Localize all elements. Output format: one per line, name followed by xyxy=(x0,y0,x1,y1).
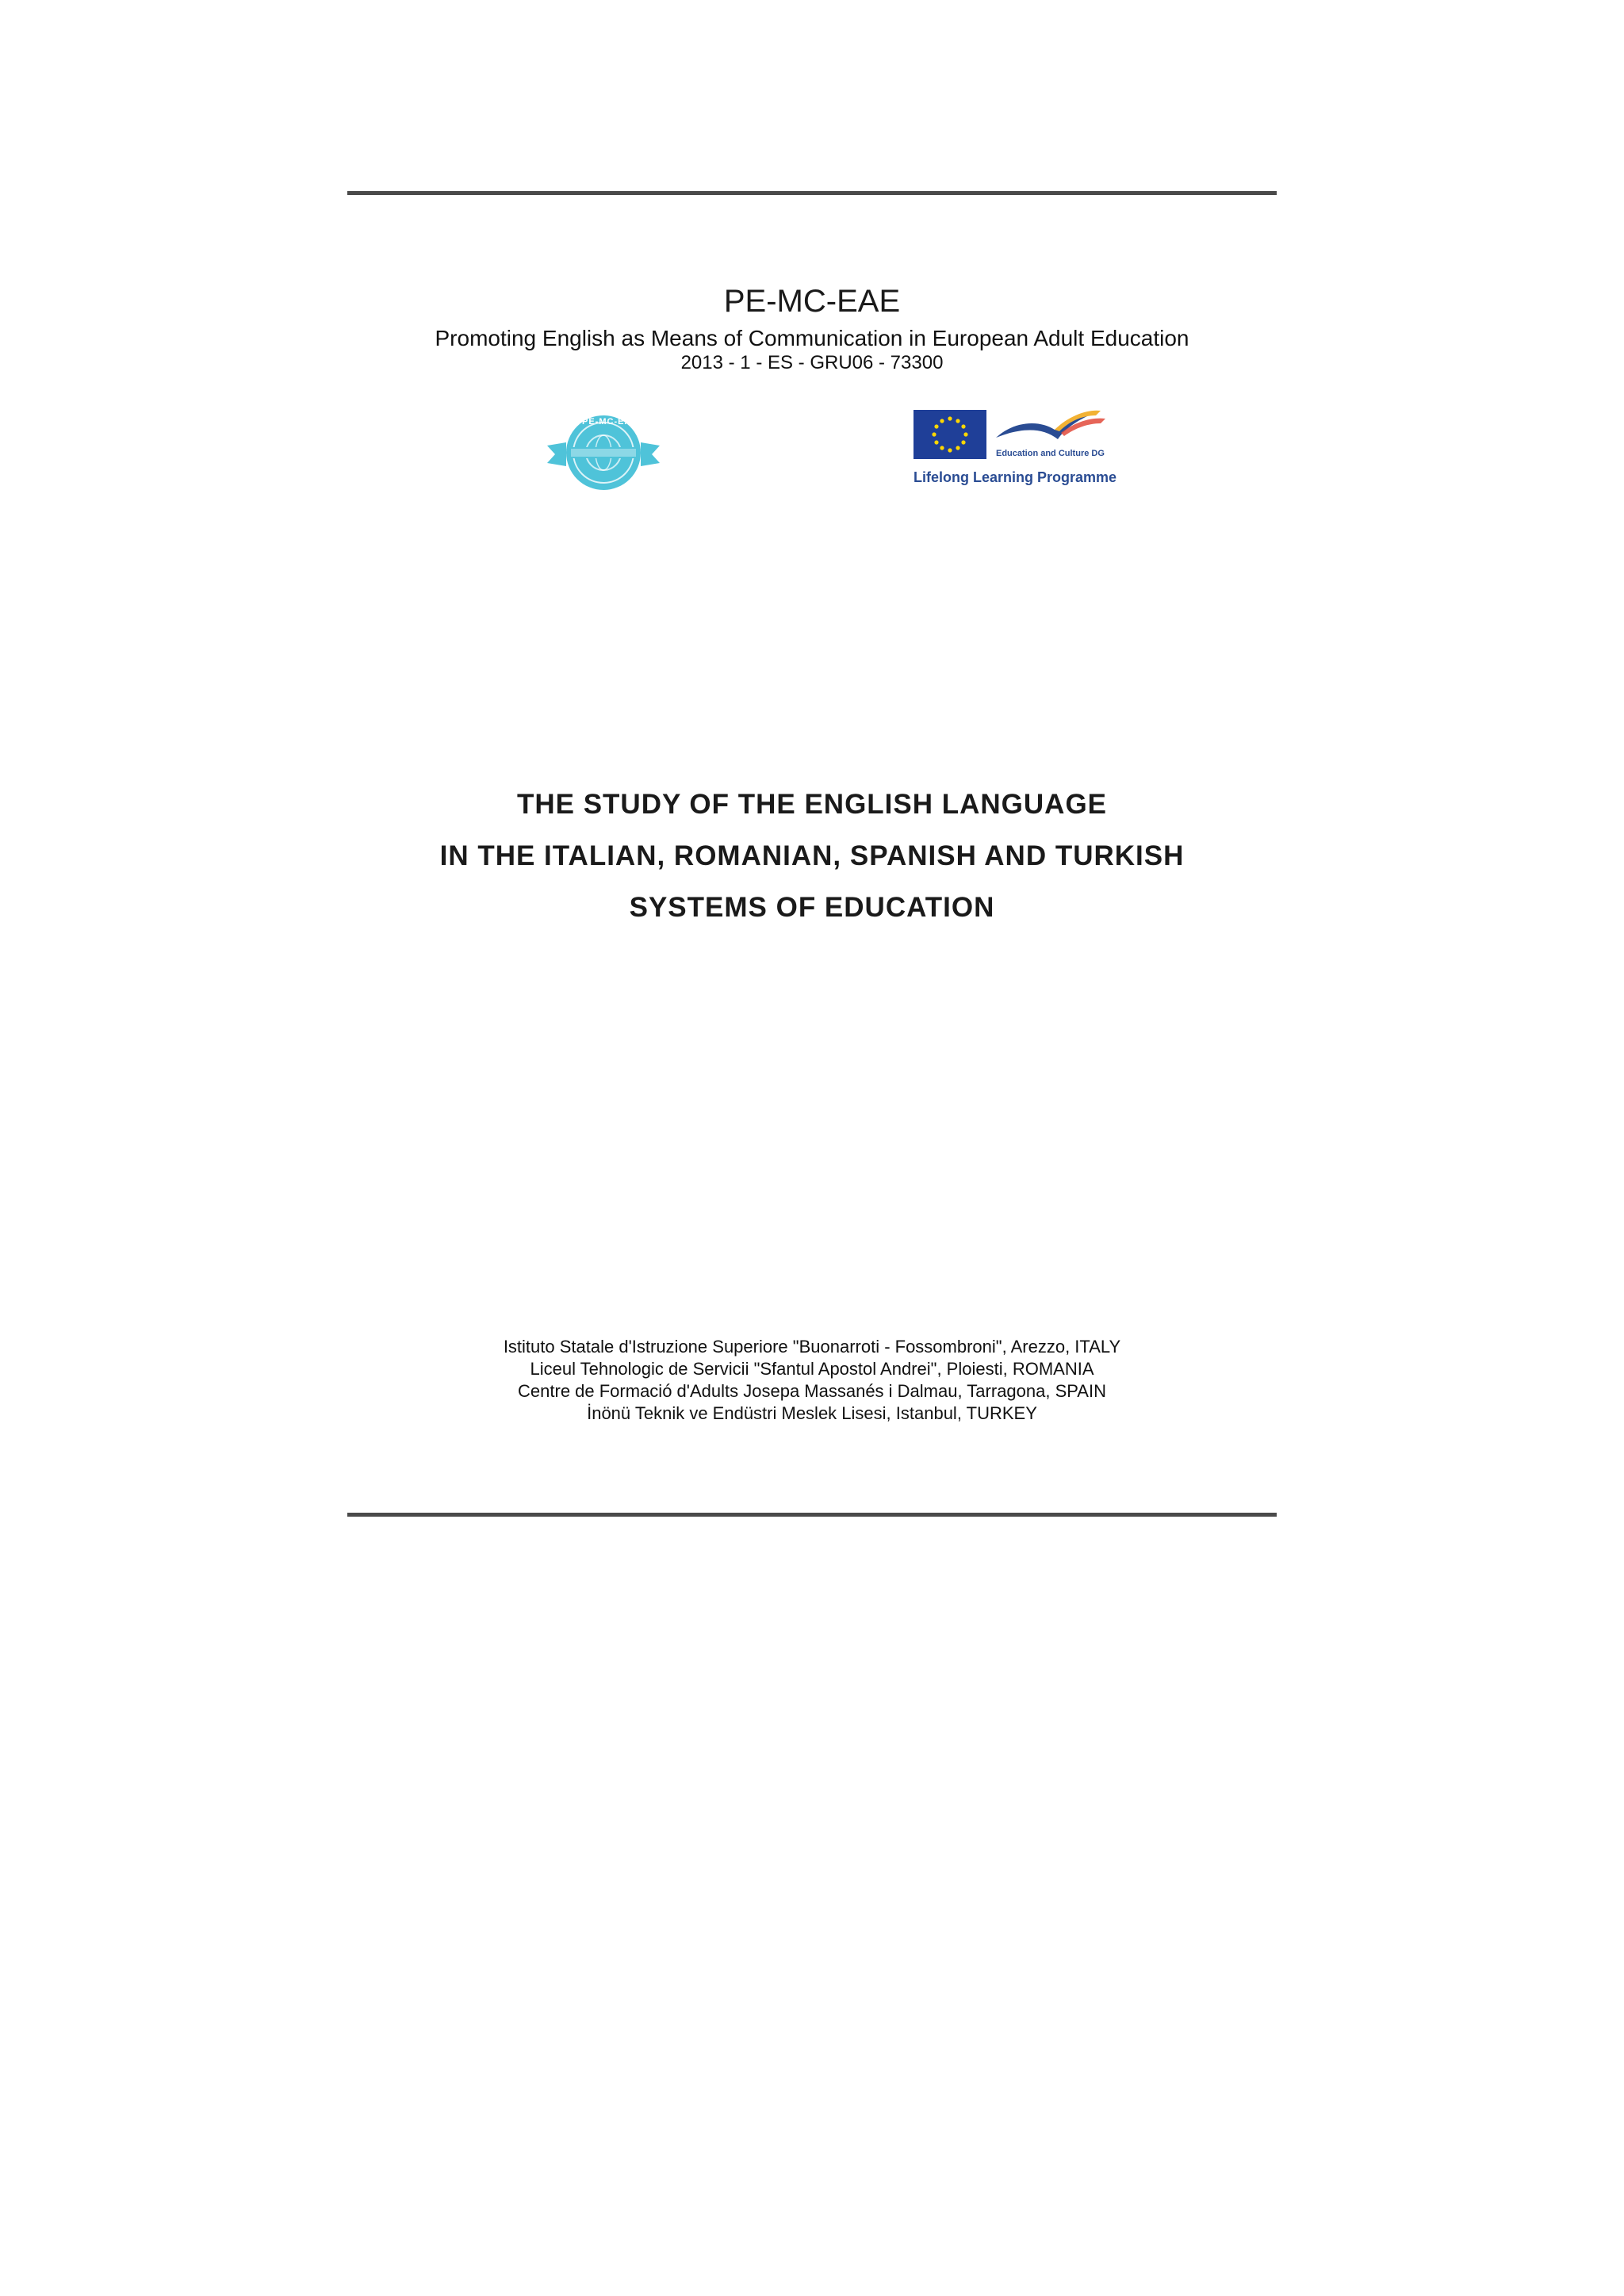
partner-romania: Liceul Tehnologic de Servicii "Sfantul Apostol Andrei", Ploiesti, ROMANIA xyxy=(530,1359,1094,1379)
title-line-1: THE STUDY OF THE ENGLISH LANGUAGE xyxy=(516,789,1108,820)
lifelong-learning-label: Lifelong Learning Programme xyxy=(914,469,1117,485)
title-line-3: SYSTEMS OF EDUCATION xyxy=(629,892,995,923)
project-code: 2013 - 1 - ES - GRU06 - 73300 xyxy=(680,352,944,373)
title-line-2: IN THE ITALIAN, ROMANIAN, SPANISH AND TURKISH xyxy=(439,840,1185,871)
top-divider xyxy=(347,191,1277,195)
document-title xyxy=(347,779,1277,933)
project-full-name: Promoting English as Means of Communication in European Adult Education xyxy=(435,326,1189,350)
education-culture-dg-label: Education and Culture DG xyxy=(996,449,1105,458)
project-logo-text: PE-MC-EAE xyxy=(582,417,638,427)
partner-italy: Istituto Statale d'Istruzione Superiore "Buonarroti - Fossombroni", Arezzo, ITALY xyxy=(503,1337,1121,1357)
project-acronym: PE-MC-EAE xyxy=(723,284,901,319)
partner-institutions xyxy=(347,1336,1277,1425)
partner-turkey: İnönü Teknik ve Endüstri Meslek Lisesi, Istanbul, TURKEY xyxy=(587,1403,1037,1423)
partner-spain: Centre de Formació d'Adults Josepa Massanés i Dalmau, Tarragona, SPAIN xyxy=(518,1381,1106,1401)
bottom-divider xyxy=(347,1513,1277,1517)
project-header xyxy=(347,282,1277,374)
